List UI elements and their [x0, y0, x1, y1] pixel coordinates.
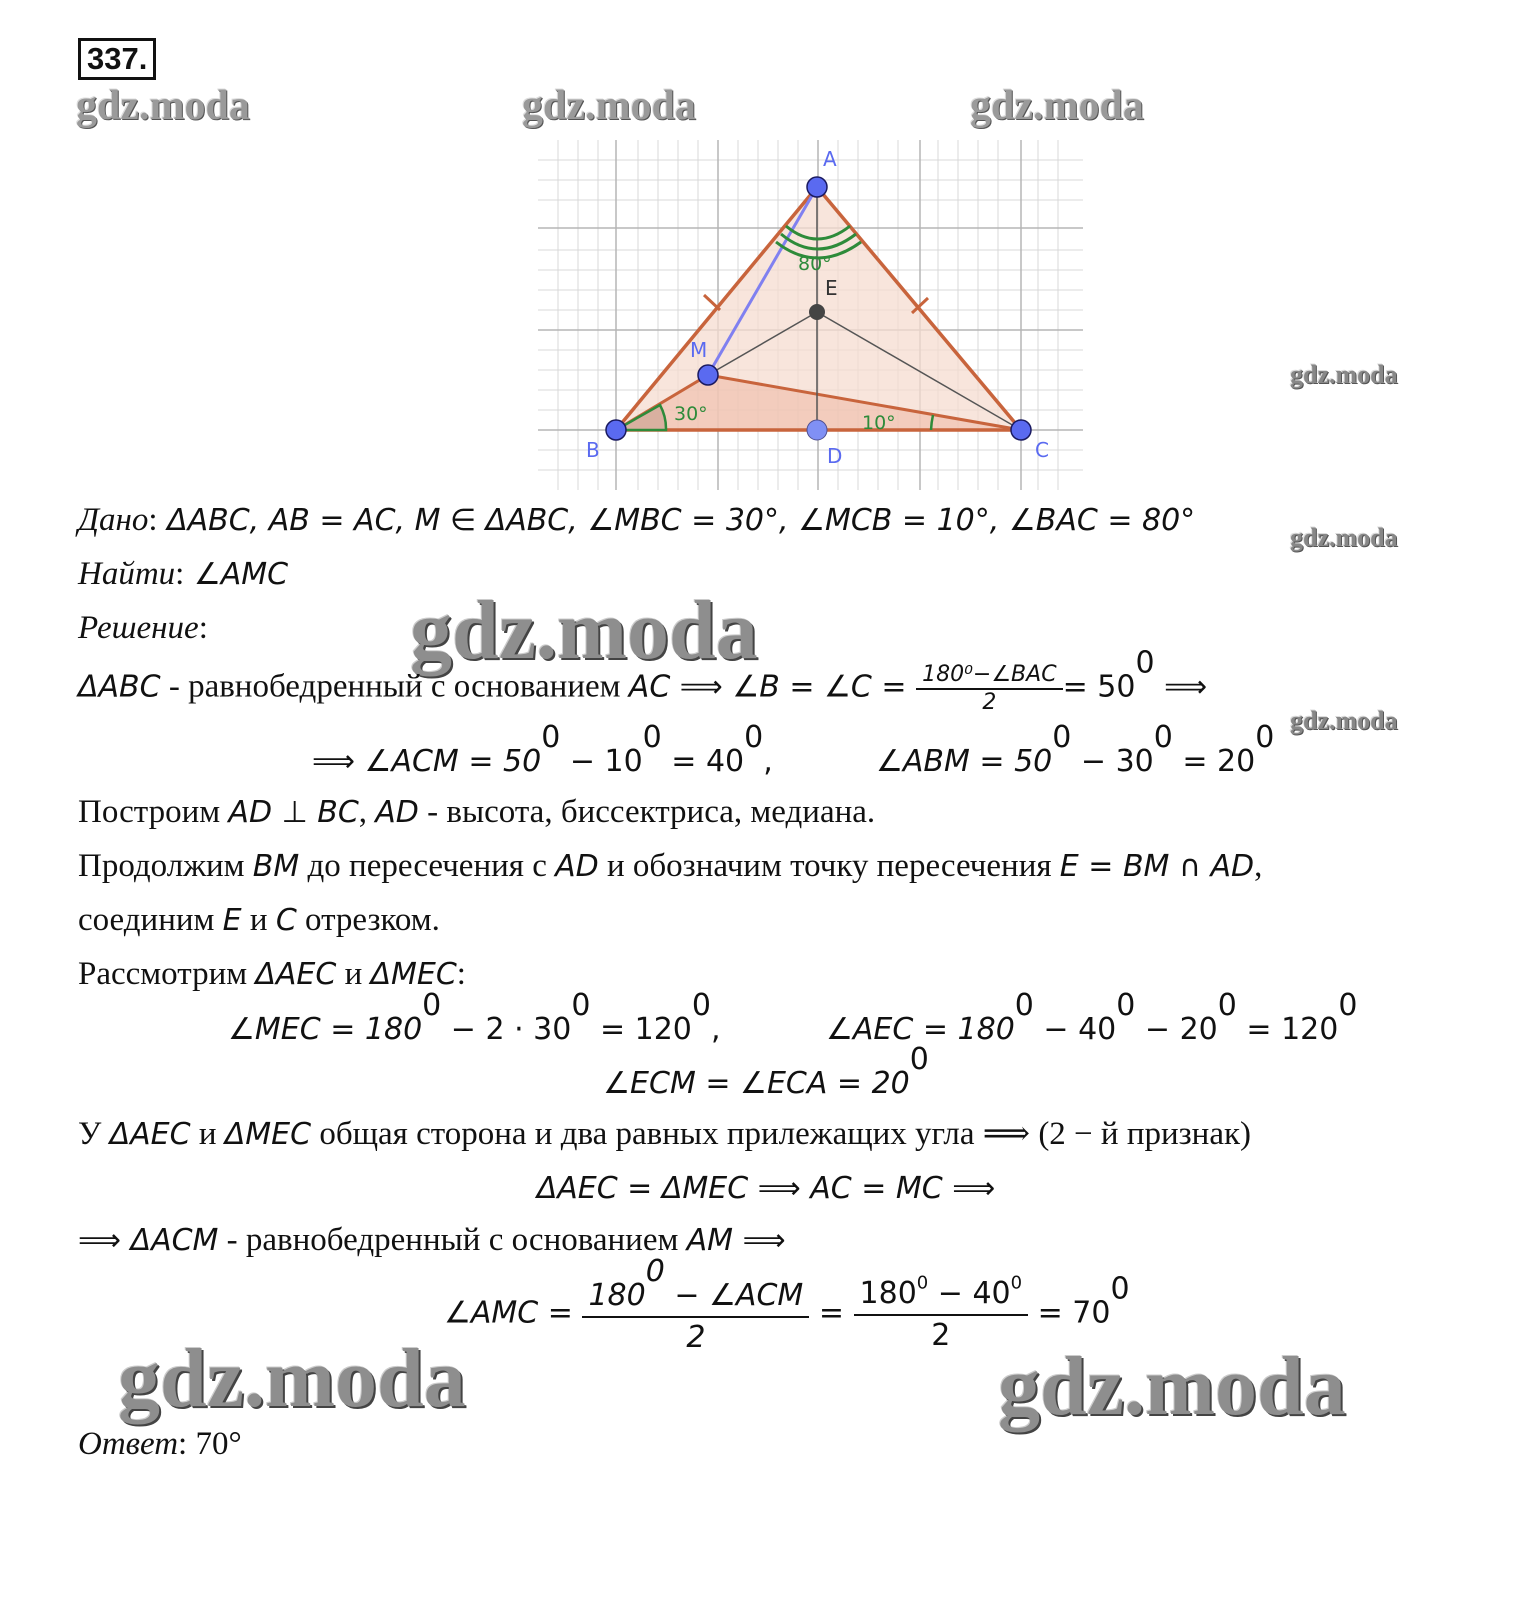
fraction — [582, 1254, 809, 1358]
watermark-large: gdz.moda — [998, 1340, 1346, 1433]
solution-line-2a — [312, 720, 773, 782]
solution-sep: : — [198, 610, 208, 646]
answer-value: 70° — [187, 1426, 242, 1462]
fraction-denominator: 2 — [931, 1318, 951, 1353]
superscript: 0 — [909, 1042, 929, 1077]
solution-line-7b — [826, 988, 1358, 1050]
math-span: AD — [555, 849, 599, 884]
math-span: − ∠ACM — [664, 1278, 804, 1313]
math-span: = 120 — [1236, 1012, 1339, 1047]
problem-number: 337. — [78, 38, 156, 80]
math-span: − 20 — [1135, 1012, 1218, 1047]
superscript: 0 — [1014, 988, 1034, 1023]
superscript: 0 — [645, 1254, 665, 1289]
point-b — [606, 420, 626, 440]
math-span: ∠ECM = ∠ECA = 20 — [603, 1066, 910, 1101]
math-span: ΔABC — [78, 669, 161, 705]
text-span: отрезком. — [296, 902, 440, 938]
fraction-denominator: 2 — [686, 1320, 706, 1355]
fraction-numerator — [854, 1274, 1029, 1316]
given-sep: : — [148, 502, 158, 538]
point-d — [807, 420, 827, 440]
superscript: 0 — [916, 1272, 929, 1294]
label-m: M — [690, 338, 708, 362]
text-span: и — [241, 902, 276, 938]
watermark: gdz.moda — [970, 83, 1144, 129]
math-span: AD — [375, 795, 419, 830]
given-label: Дано — [78, 502, 149, 538]
solution-line-4 — [78, 846, 1262, 887]
math-span: , — [763, 744, 773, 779]
label-d: D — [827, 444, 843, 468]
angle-label-bac: 80° — [798, 253, 832, 275]
solution-line-1 — [78, 645, 1208, 716]
point-e — [809, 304, 825, 320]
text-span: У — [78, 1116, 110, 1152]
watermark: gdz.moda — [522, 83, 696, 129]
math-span: = 20 — [1172, 744, 1256, 779]
math-span: = — [809, 1295, 854, 1331]
text-span: , — [1254, 848, 1263, 884]
superscript: 0 — [1010, 1272, 1023, 1294]
math-span: ∠AMC = — [444, 1295, 583, 1331]
triangle-figure — [538, 140, 1083, 490]
math-span: ∠MEC = 180 — [228, 1012, 423, 1047]
text-span: : — [456, 956, 466, 992]
angle-label-mcb: 10° — [862, 412, 896, 434]
answer-line — [78, 1424, 242, 1464]
math-span: − 40 — [928, 1276, 1011, 1311]
math-span: = 50 — [1062, 669, 1136, 705]
watermark: gdz.moda — [1290, 706, 1398, 735]
solution-label: Решение — [78, 610, 199, 646]
text-span: Продолжим — [78, 848, 253, 884]
superscript: 0 — [1052, 720, 1072, 755]
fraction-numerator — [582, 1254, 809, 1318]
find-sep: : — [175, 556, 185, 592]
math-span: E — [222, 903, 242, 938]
solution-heading — [78, 608, 208, 648]
math-span: E = BM ∩ AD — [1059, 849, 1255, 884]
text-span: и обозначим точку пересечения — [598, 848, 1060, 884]
math-span: AM — [686, 1223, 734, 1258]
text-span: , — [358, 794, 376, 830]
superscript: 0 — [1153, 720, 1173, 755]
point-a — [807, 177, 827, 197]
solution-line-7a — [228, 988, 721, 1050]
superscript: 0 — [1217, 988, 1237, 1023]
fraction-denominator: 2 — [982, 690, 997, 715]
text-span: соединим — [78, 902, 223, 938]
watermark-large: gdz.moda — [410, 584, 758, 677]
text-span: Построим — [78, 794, 229, 830]
solution-line-5 — [78, 900, 440, 941]
math-span: = 40 — [661, 744, 745, 779]
superscript: 0 — [422, 988, 442, 1023]
math-span: ΔMEC — [370, 957, 457, 992]
label-a: A — [823, 147, 837, 171]
math-span: AD ⊥ BC — [228, 795, 359, 830]
math-span: ∠AEC = 180 — [826, 1012, 1015, 1047]
math-span: − 2 · 30 — [441, 1012, 572, 1047]
text-span: - равнобедренный с основанием — [160, 668, 629, 705]
math-span: ΔAEC — [109, 1117, 191, 1152]
given-expression: ΔABC, AB = AC, M ∈ ΔABC, ∠MBC = 30°, ∠MCB = 10°, ∠BAC = 80° — [157, 503, 1196, 538]
math-span: ⟹ — [733, 1223, 786, 1258]
superscript: 0 — [642, 720, 662, 755]
math-span: ⟹ ΔACM — [78, 1223, 219, 1258]
math-span: = 120 — [590, 1012, 692, 1047]
math-span: ⟹ — [1154, 669, 1208, 705]
find-line — [78, 554, 288, 595]
superscript: 0 — [571, 988, 591, 1023]
math-span: − 10 — [560, 744, 643, 779]
math-span: ΔMEC — [224, 1117, 312, 1152]
math-span: BM — [252, 849, 300, 884]
text-span: - равнобедренный с основанием — [218, 1222, 687, 1258]
math-span: ΔAEC — [255, 957, 337, 992]
superscript: 0 — [541, 720, 561, 755]
find-expression: ∠AMC — [184, 557, 289, 592]
find-label: Найти — [78, 556, 176, 592]
text-span: и — [190, 1116, 225, 1152]
fraction-numerator: 180⁰−∠BAC — [916, 662, 1062, 690]
watermark-large: gdz.moda — [118, 1332, 466, 1425]
math-span: − 30 — [1071, 744, 1154, 779]
solution-line-6 — [78, 954, 466, 995]
watermark: gdz.moda — [76, 83, 250, 129]
solution-line-8 — [0, 1042, 1532, 1104]
text-span: и — [336, 956, 371, 992]
superscript: 0 — [1135, 645, 1155, 681]
answer-sep: : — [178, 1426, 188, 1462]
superscript: 0 — [1110, 1271, 1130, 1307]
math-span: AC ⟹ ∠B = ∠C = — [628, 669, 917, 705]
watermark: gdz.moda — [1290, 523, 1398, 552]
text-span: Рассмотрим — [78, 956, 256, 992]
math-span: ∠ABM = 50 — [876, 744, 1053, 779]
math-span: − 40 — [1033, 1012, 1117, 1047]
superscript: 0 — [744, 720, 764, 755]
math-span: = 70 — [1028, 1295, 1111, 1331]
superscript: 0 — [1338, 988, 1358, 1023]
text-span: до пересечения с — [299, 848, 556, 884]
text-span: - высота, биссектриса, медиана. — [418, 794, 876, 830]
superscript: 0 — [1116, 988, 1136, 1023]
label-c: C — [1035, 438, 1049, 462]
solution-line-10 — [0, 1168, 1532, 1209]
math-span: 180 — [588, 1278, 646, 1313]
given-line — [78, 500, 1195, 541]
label-e: E — [825, 276, 838, 300]
solution-line-2b — [876, 720, 1275, 782]
answer-label: Ответ — [78, 1426, 179, 1462]
label-b: B — [586, 438, 600, 462]
math-span: ΔAEC = ΔMEC ⟹ AC = MC ⟹ — [536, 1171, 996, 1206]
text-span: общая сторона и два равных прилежащих угла ⟹ (2 − й признак) — [311, 1116, 1252, 1152]
solution-line-3 — [78, 792, 875, 833]
angle-label-mbc: 30° — [674, 403, 708, 425]
math-span: , — [711, 1012, 721, 1047]
point-c — [1011, 420, 1031, 440]
math-span: C — [275, 903, 297, 938]
superscript: 0 — [691, 988, 711, 1023]
math-span: ⟹ ∠ACM = 50 — [312, 744, 542, 779]
solution-line-9 — [78, 1114, 1251, 1155]
math-span: 180 — [859, 1276, 917, 1311]
superscript: 0 — [1255, 720, 1275, 755]
solution-line-11 — [78, 1220, 786, 1261]
watermark: gdz.moda — [1290, 360, 1398, 389]
fraction — [916, 662, 1062, 716]
point-m — [698, 365, 718, 385]
